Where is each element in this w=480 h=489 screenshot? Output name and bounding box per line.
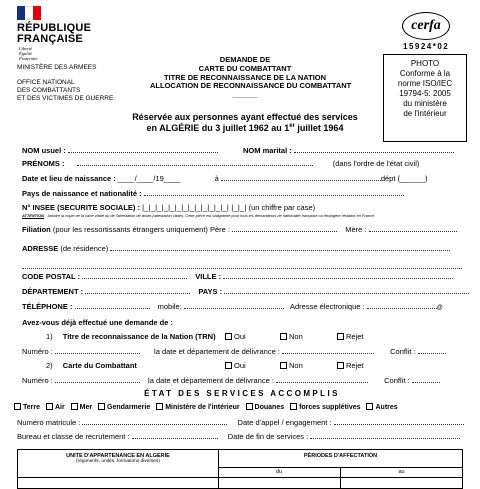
- mere-field[interactable]: [369, 225, 457, 232]
- adresse-label: ADRESSE: [22, 244, 59, 253]
- mere-label: Mère :: [345, 225, 367, 234]
- cerfa-number: 15924*02: [403, 42, 450, 51]
- onac-line-3: ET DES VICTIMES DE GUERRE: [17, 95, 114, 102]
- rejet-label: Rejet: [346, 332, 364, 341]
- attention-text: : Joindre la copie de la carte vitale ou de l'attestation de droits (attestation vitale). Cette pièce est obligatoire pour tous les demandeurs de nationalité française ou étrangère résidant en France.: [43, 213, 376, 218]
- non-label: Non: [289, 361, 303, 370]
- pere-field[interactable]: [232, 225, 337, 232]
- row-carte-details: [22, 376, 440, 385]
- checkbox-icon[interactable]: [337, 333, 344, 340]
- email-at: @: [436, 305, 443, 311]
- marianne-flag-icon: [17, 6, 41, 20]
- checkbox-icon[interactable]: [280, 362, 287, 369]
- nom-usuel-field[interactable]: [68, 146, 218, 153]
- a-label: à: [214, 174, 219, 183]
- option-autres[interactable]: [366, 404, 397, 411]
- row-trn: [46, 332, 216, 341]
- attention-label: ATTENTION: [22, 213, 44, 218]
- unite-title: UNITE D'APPARTENANCE EN ALGERIE: [66, 453, 170, 459]
- trn-conflit-field[interactable]: [418, 347, 446, 354]
- row-bureau: [17, 432, 460, 441]
- pays-field[interactable]: [224, 287, 469, 294]
- row-trn-details: [22, 347, 446, 356]
- conflit-label: Conflit :: [390, 347, 416, 356]
- date-appel-label: Date d'appel / engagement :: [237, 418, 332, 427]
- adresse-field-line2[interactable]: [22, 262, 462, 269]
- nom-marital-field[interactable]: [294, 146, 454, 153]
- adresse-field[interactable]: [110, 244, 450, 251]
- trn-non[interactable]: [280, 332, 303, 341]
- date-field[interactable]: ____/____/19____: [117, 174, 181, 183]
- telephone-label: TÉLÉPHONE :: [22, 302, 73, 311]
- date-lieu-label: Date et lieu de naissance :: [22, 174, 116, 183]
- date-fin-label: Date de fin de services :: [227, 432, 309, 441]
- republic-logo: [17, 6, 41, 20]
- photo-box: [383, 54, 467, 142]
- onac-line-2: DES COMBATTANTS: [17, 87, 81, 94]
- title-line: CARTE DU COMBATTANT: [198, 63, 292, 73]
- row-code-postal: [22, 272, 453, 281]
- prenoms-field[interactable]: [77, 159, 313, 166]
- title-line: ALLOCATION DE RECONNAISSANCE DU COMBATTANT: [150, 81, 352, 91]
- republic-name-2: FRANÇAISE: [17, 33, 83, 45]
- pays-nat-label: Pays de naissance et nationalité :: [22, 189, 142, 198]
- checkbox-icon[interactable]: [156, 403, 163, 410]
- numero-label: Numéro :: [22, 347, 53, 356]
- subtitle-2b: juillet 1964: [294, 123, 344, 133]
- row-naissance: [22, 174, 428, 183]
- carte-num: 2): [46, 361, 53, 370]
- photo-line: PHOTO: [410, 59, 440, 68]
- prenoms-hint: (dans l'ordre de l'état civil): [332, 159, 420, 168]
- subtitle-2-sup: er: [289, 123, 295, 129]
- demande-question: Avez-vous déjà effectué une demande de :: [22, 318, 174, 327]
- departement-label: DÉPARTEMENT :: [22, 287, 84, 296]
- title-separator: ______: [232, 90, 258, 100]
- checkbox-icon[interactable]: [225, 333, 232, 340]
- subtitle-1: Réservée aux personnes ayant effectué des services: [132, 112, 358, 122]
- trn-date-field[interactable]: [282, 347, 374, 354]
- ville-field[interactable]: [223, 272, 453, 279]
- checkbox-icon[interactable]: [98, 403, 105, 410]
- subtitle-2: [127, 123, 363, 133]
- checkbox-icon[interactable]: [14, 403, 21, 410]
- checkbox-icon[interactable]: [280, 333, 287, 340]
- unite-subtitle: (régiments, unités, formations diverses): [76, 459, 160, 464]
- option-air[interactable]: [46, 404, 65, 411]
- rejet-label: Rejet: [346, 361, 364, 370]
- checkbox-icon[interactable]: [366, 403, 373, 410]
- service-options: [14, 403, 398, 411]
- option-label: Terre: [23, 404, 40, 411]
- photo-line: Conforme à la: [399, 69, 451, 78]
- carte-rejet[interactable]: [337, 361, 364, 370]
- option-label: Douanes: [254, 404, 285, 411]
- matricule-field[interactable]: [82, 418, 227, 425]
- nom-marital-label: NOM marital :: [243, 146, 292, 155]
- option-label: forces supplétives: [299, 404, 361, 411]
- table-header-au: au: [398, 469, 405, 475]
- ministry-name: MINISTÈRE DES ARMEES: [17, 64, 97, 71]
- trn-rejet[interactable]: [337, 332, 364, 341]
- carte-numero-field[interactable]: [55, 376, 140, 383]
- cerfa-logo: [402, 12, 450, 40]
- row-pays-nat: [22, 189, 404, 198]
- adresse-text: (de résidence): [60, 244, 109, 253]
- row-carte: [46, 361, 137, 370]
- republic-name-1: RÉPUBLIQUE: [17, 22, 92, 34]
- carte-oui[interactable]: [225, 361, 246, 370]
- affectation-table: [17, 449, 463, 489]
- insee-boxes[interactable]: |_|_|_|_|_|_|_|_|_|_|_|_|_| |_|_|: [142, 203, 247, 212]
- option-label: Air: [54, 404, 65, 411]
- checkbox-icon[interactable]: [290, 403, 297, 410]
- filiation-text: (pour les ressortissants étrangers uniquement) Père :: [52, 225, 231, 234]
- carte-non[interactable]: [280, 361, 303, 370]
- oui-label: Oui: [234, 361, 246, 370]
- row-matricule: [17, 418, 464, 427]
- title-line: TITRE DE RECONNAISSANCE DE LA NATION: [163, 72, 327, 82]
- trn-label: Titre de reconnaissance de la Nation (TRN): [62, 332, 216, 341]
- oui-label: Oui: [234, 332, 246, 341]
- code-postal-field[interactable]: [82, 272, 187, 279]
- code-postal-label: CODE POSTAL :: [22, 272, 81, 281]
- title-block: [150, 55, 352, 100]
- date-fin-field[interactable]: [310, 432, 460, 439]
- numero-label: Numéro :: [22, 376, 53, 385]
- photo-line: 19794-5: 2005: [399, 89, 451, 98]
- title-line: DEMANDE DE: [219, 55, 271, 64]
- option-label: Ministère de l'intérieur: [165, 404, 240, 411]
- photo-line: de l'intérieur: [403, 109, 447, 118]
- email-label: Adresse électronique :: [289, 302, 365, 311]
- telephone-field[interactable]: [75, 302, 150, 309]
- table-row-line: [18, 477, 462, 478]
- table-header-periodes: [218, 453, 463, 459]
- checkbox-icon[interactable]: [71, 403, 78, 410]
- conflit-label: Conflit :: [384, 376, 410, 385]
- ville-label: VILLE :: [195, 272, 222, 281]
- carte-date-field[interactable]: [276, 376, 368, 383]
- option-mer[interactable]: [71, 404, 92, 411]
- option-label: Mer: [79, 404, 93, 411]
- bureau-field[interactable]: [132, 432, 218, 439]
- table-header-unite: [18, 453, 218, 464]
- mobile-field[interactable]: [184, 302, 284, 309]
- date-dept-label: la date et département de délivrance :: [148, 376, 274, 385]
- prenoms-label: PRÉNOMS :: [22, 159, 65, 168]
- departement-field[interactable]: [85, 287, 190, 294]
- row-telephone: [22, 302, 443, 311]
- checkbox-icon[interactable]: [246, 403, 253, 410]
- periodes-title: PÉRIODES D'AFFECTATION: [303, 453, 378, 459]
- checkbox-icon[interactable]: [225, 362, 232, 369]
- option-interieur[interactable]: [156, 404, 239, 411]
- row-prenoms: [22, 159, 419, 168]
- email-field[interactable]: [367, 302, 437, 309]
- pays-label: PAYS :: [198, 287, 223, 296]
- date-appel-field[interactable]: [334, 418, 464, 425]
- trn-oui[interactable]: [225, 332, 246, 341]
- option-terre[interactable]: [14, 404, 40, 411]
- option-forces-suppletives[interactable]: [290, 404, 360, 411]
- non-label: Non: [289, 332, 303, 341]
- carte-conflit-field[interactable]: [412, 376, 440, 383]
- motto-3: Fraternité: [19, 56, 38, 61]
- date-dept-label: la date et département de délivrance :: [154, 347, 280, 356]
- lieu-field[interactable]: [221, 174, 381, 181]
- row-adresse: [22, 244, 450, 253]
- checkbox-icon[interactable]: [46, 403, 53, 410]
- matricule-label: Numéro matricule :: [17, 418, 81, 427]
- row-nom-marital: [243, 146, 454, 155]
- cerfa-logo-text: cerfa: [411, 18, 441, 33]
- checkbox-icon[interactable]: [337, 362, 344, 369]
- mobile-label: mobile:: [157, 302, 182, 311]
- etat-heading: ÉTAT DES SERVICES ACCOMPLIS: [144, 389, 340, 398]
- nom-usuel-label: NOM usuel :: [22, 146, 66, 155]
- row-departement: [22, 287, 469, 296]
- attention-note: [22, 213, 375, 218]
- option-label: Autres: [375, 404, 398, 411]
- insee-hint: (un chiffre par case): [248, 203, 316, 212]
- photo-line: du ministère: [403, 99, 447, 108]
- trn-num: 1): [46, 332, 53, 341]
- row-nom: [22, 146, 218, 155]
- insee-label: N° INSEE (SECURITE SOCIALE) :: [22, 203, 141, 212]
- bureau-label: Bureau et classe de recrutement :: [17, 432, 130, 441]
- option-douanes[interactable]: [246, 404, 285, 411]
- carte-label: Carte du Combattant: [62, 361, 137, 370]
- table-header-du: du: [275, 469, 283, 475]
- row-filiation: [22, 225, 457, 234]
- option-label: Gendarmerie: [107, 404, 151, 411]
- onac-line-1: OFFICE NATIONAL: [17, 79, 75, 86]
- dept-label[interactable]: dépt (______): [380, 174, 428, 183]
- motto-2: Égalité: [19, 51, 32, 56]
- option-gendarmerie[interactable]: [98, 404, 150, 411]
- row-insee: [22, 203, 315, 212]
- photo-line: norme ISO/IEC: [397, 79, 453, 88]
- motto-1: Liberté: [19, 46, 32, 51]
- subtitle-2a: en ALGÉRIE du 3 juillet 1962 au 1: [146, 123, 290, 133]
- filiation-label: Filiation: [22, 225, 51, 234]
- trn-numero-field[interactable]: [55, 347, 140, 354]
- pays-nat-field[interactable]: [144, 189, 404, 196]
